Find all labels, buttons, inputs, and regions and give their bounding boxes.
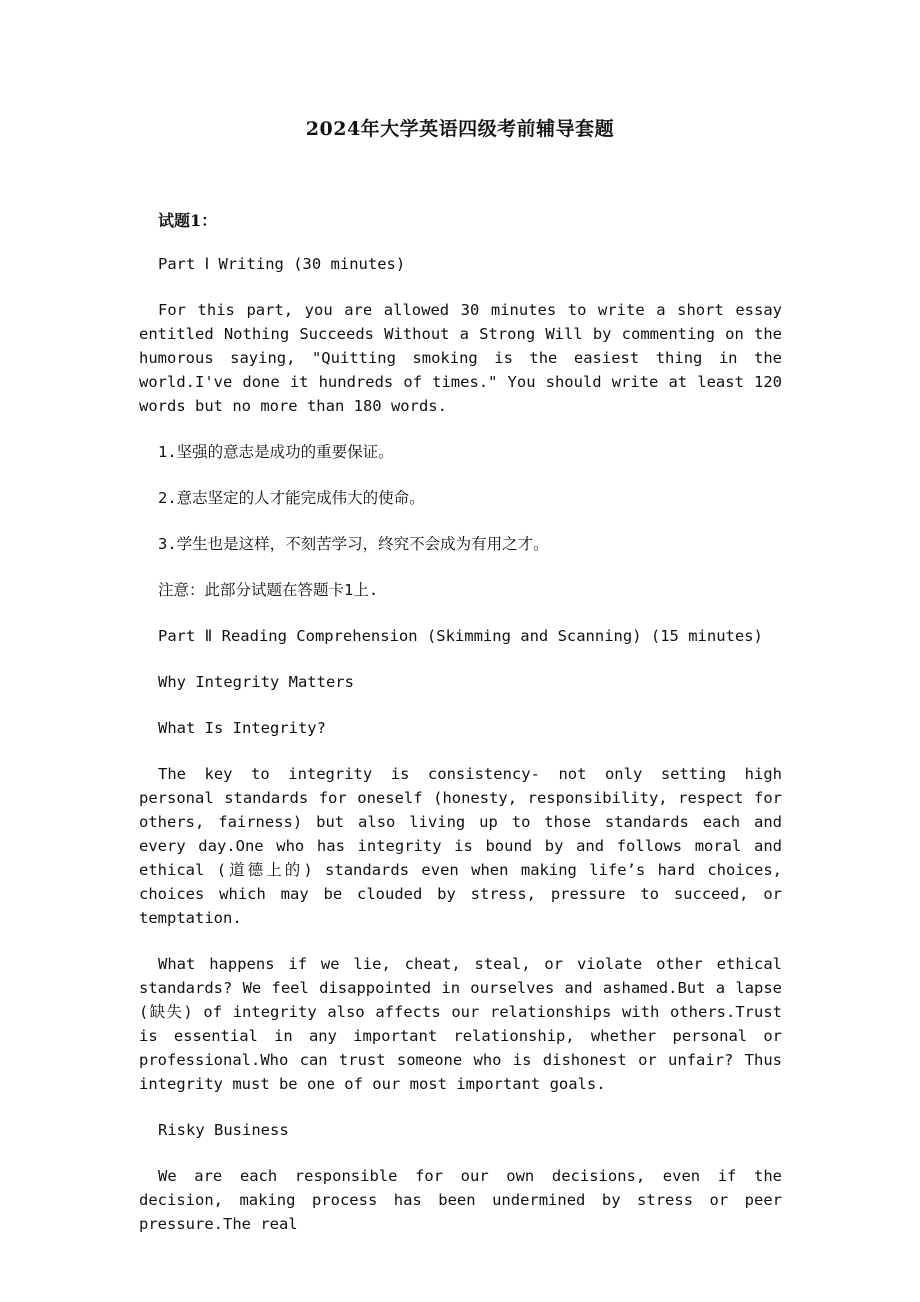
- document-body: [139, 252, 782, 1258]
- section-heading-risky-business: Risky Business: [158, 1121, 289, 1139]
- part2-heading: Part Ⅱ Reading Comprehension (Skimming and Scanning) (15 minutes): [158, 627, 763, 645]
- passage-paragraph: We are each responsible for our own decisions, even if the decision, making process has been undermined by stress or peer pressure.The real: [139, 1167, 782, 1233]
- writing-instructions: For this part, you are allowed 30 minutes to write a short essay entitled Nothing Succeeds Without a Strong Will by commenting on the humorous saying, "Quitting smoking is the easiest thing in the world.I've done it hundreds of times." You should write at least 120 words but no more than 180 words.: [139, 301, 782, 415]
- passage-paragraph: What happens if we lie, cheat, steal, or violate other ethical standards? We feel disappointed in ourselves and ashamed.But a lapse (缺失) of integrity also affects our relationships with others.Trust is essential in any important relationship, whether personal or professional.Who can trust someone who is dishonest or unfair? Thus integrity must be one of our most important goals.: [139, 955, 782, 1093]
- writing-point-2: 2.意志坚定的人才能完成伟大的使命。: [158, 489, 425, 507]
- section-heading-integrity: What Is Integrity?: [158, 719, 326, 737]
- passage-title: Why Integrity Matters: [158, 673, 354, 691]
- answer-sheet-note: 注意：此部分试题在答题卡1上.: [158, 581, 379, 599]
- passage-paragraph: The key to integrity is consistency- not only setting high personal standards for oneself (honesty, responsibility, respect for others, fairness) but also living up to those standards each and every day.One who has integrity is bound by and follows moral and ethical (道德上的) standards even when making life’s hard choices, choices which may be clouded by stress, pressure to succeed, or temptation.: [139, 765, 782, 927]
- writing-point-1: 1.坚强的意志是成功的重要保证。: [158, 443, 394, 461]
- part1-heading: Part Ⅰ Writing (30 minutes): [158, 255, 406, 273]
- question-heading: 试题1：: [158, 211, 218, 230]
- writing-point-3: 3.学生也是这样，不刻苦学习，终究不会成为有用之才。: [158, 535, 549, 553]
- document-title: 2024年大学英语四级考前辅导套题: [305, 118, 615, 140]
